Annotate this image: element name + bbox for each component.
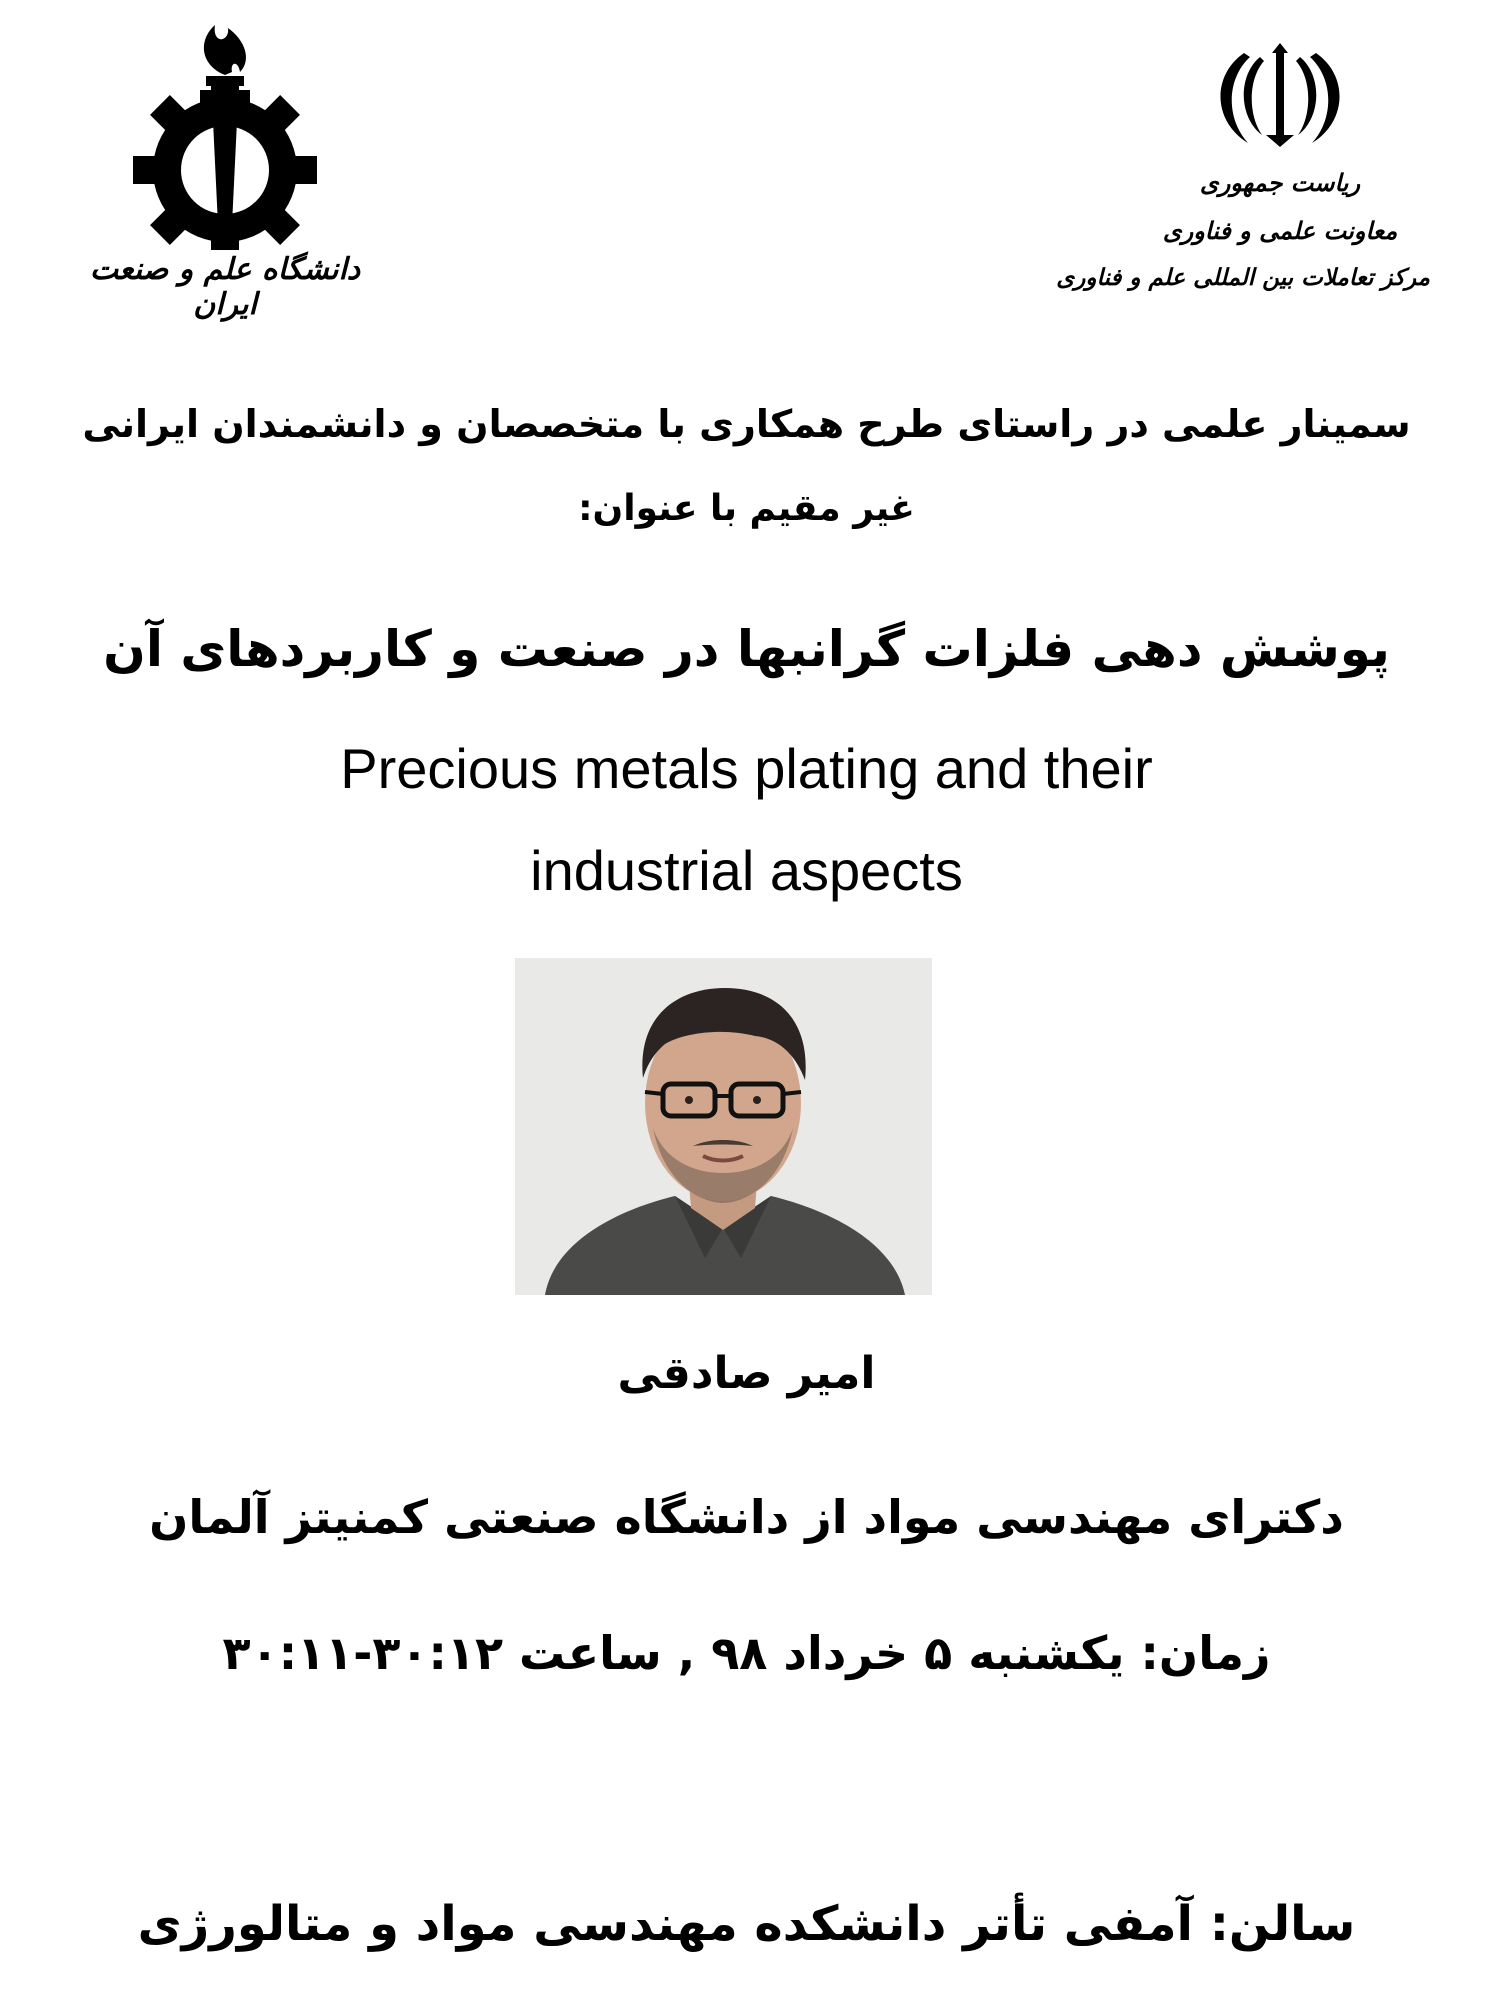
seminar-title-english-line1: Precious metals plating and their: [340, 737, 1153, 800]
seminar-intro: سمینار علمی در راستای طرح همکاری با متخصصان و دانشمندان ایرانی: [82, 402, 1411, 446]
torch-gear-emblem-icon: [80, 20, 370, 250]
gov-line-vice-presidency: معاونت علمی و فناوری: [1162, 216, 1398, 245]
government-logo: [1056, 20, 1430, 310]
gov-line-international-center: مرکز تعاملات بین المللی علم و فناوری: [1056, 264, 1430, 291]
university-name: دانشگاه علم و صنعت ایران: [89, 252, 361, 322]
seminar-title-persian: پوشش دهی فلزات گرانبها در صنعت و کاربردهای آن: [103, 620, 1390, 678]
speaker-photo: [515, 958, 932, 1295]
gov-line-presidency: ریاست جمهوری: [1199, 168, 1361, 197]
iran-emblem-icon: [1130, 35, 1430, 150]
event-time: زمان: یکشنبه ۵ خرداد ۹۸ , ساعت ۳۰:۱۲-۳۰:۱۱: [222, 1626, 1271, 1680]
speaker-name: امیر صادقی: [617, 1348, 876, 1399]
speaker-degree: دکترای مهندسی مواد از دانشگاه صنعتی کمنیتز آلمان: [149, 1490, 1344, 1544]
university-logo: [80, 20, 370, 320]
seminar-title-english-line2: industrial aspects: [530, 839, 963, 902]
seminar-intro-continued: غیر مقیم با عنوان:: [578, 488, 915, 529]
event-venue: سالن: آمفی تأتر دانشکده مهندسی مواد و متالورژی: [137, 1896, 1356, 1952]
